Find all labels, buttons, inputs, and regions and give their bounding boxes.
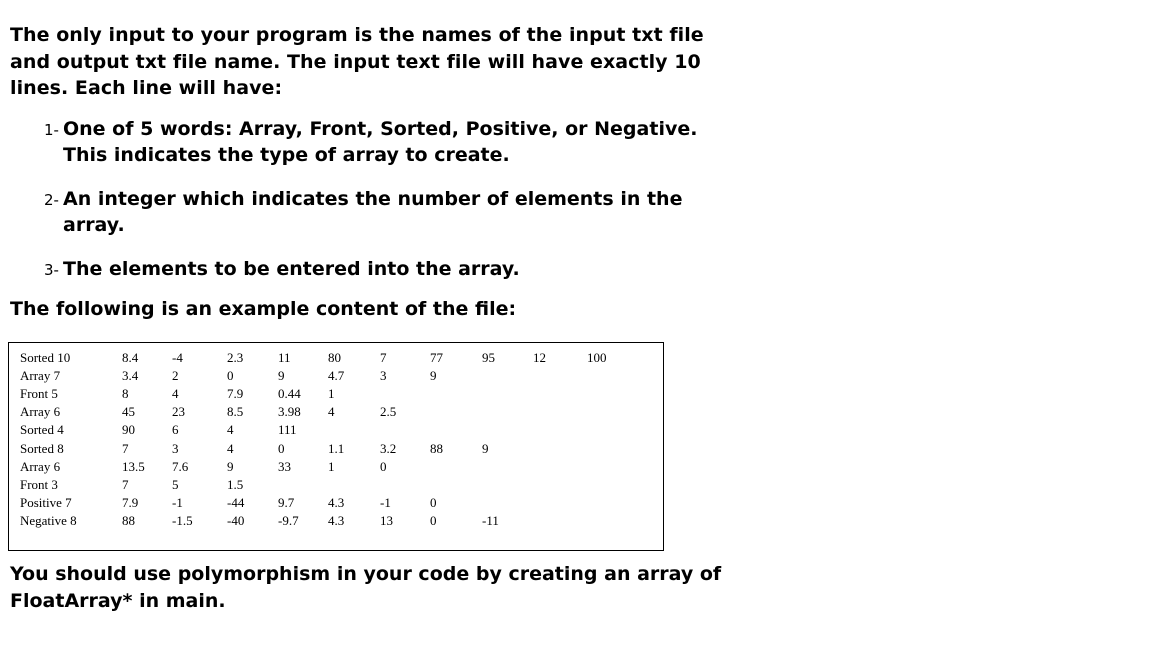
value-cell: -40 xyxy=(227,512,245,528)
list-item-number: 1- xyxy=(44,120,59,139)
row-label-cell: Front 3 xyxy=(20,476,58,492)
list-item xyxy=(10,256,730,283)
list-item xyxy=(10,186,730,239)
value-cell: 11 xyxy=(278,350,291,365)
value-cell: 3 xyxy=(380,368,387,384)
value-cell: 7 xyxy=(380,350,387,365)
value-cell: 95 xyxy=(482,350,495,365)
value-cell: 1 xyxy=(328,458,335,474)
value-cell: 9 xyxy=(482,440,489,456)
table-row xyxy=(20,421,660,439)
value-cell: -11 xyxy=(482,512,499,528)
value-cell: 2.3 xyxy=(227,350,244,365)
table-row xyxy=(20,403,660,421)
value-cell: 3.2 xyxy=(380,440,397,456)
value-cell: -1.5 xyxy=(172,512,193,528)
value-cell: 90 xyxy=(122,422,135,438)
value-cell: 111 xyxy=(278,422,297,438)
value-cell: 4.3 xyxy=(328,494,345,510)
value-cell: 0 xyxy=(380,458,387,474)
table-row xyxy=(20,349,660,367)
list-item-text: An integer which indicates the number of elements in the array. xyxy=(63,187,683,236)
value-cell: 80 xyxy=(328,350,341,365)
value-cell: 5 xyxy=(172,476,179,492)
value-cell: 9 xyxy=(430,368,437,384)
list-item xyxy=(10,116,730,169)
value-cell: 2 xyxy=(172,368,179,384)
value-cell: 4 xyxy=(227,440,234,456)
value-cell: -1 xyxy=(172,494,183,510)
intro-paragraph: The only input to your program is the names of the input txt file and output txt file name. The input text file will have exactly 10 lines. Each line will have: xyxy=(10,24,704,99)
table-row xyxy=(20,494,660,512)
value-cell: 9 xyxy=(227,458,234,474)
table-row xyxy=(20,476,660,494)
list-item-number: 3- xyxy=(44,260,59,279)
value-cell: 77 xyxy=(430,350,443,365)
table-row xyxy=(20,367,660,385)
value-cell: 1.1 xyxy=(328,440,345,456)
row-label-cell: Positive 7 xyxy=(20,494,72,510)
value-cell: 9.7 xyxy=(278,494,295,510)
value-cell: 0 xyxy=(430,494,437,510)
document xyxy=(10,22,730,323)
value-cell: 88 xyxy=(122,512,135,528)
value-cell: 4 xyxy=(227,422,234,438)
example-heading: The following is an example content of the file: xyxy=(10,298,517,320)
value-cell: 2.5 xyxy=(380,404,397,420)
value-cell: 7.9 xyxy=(227,386,244,402)
value-cell: 8.5 xyxy=(227,404,244,420)
value-cell: 8.4 xyxy=(122,350,139,365)
value-cell: 0 xyxy=(430,512,437,528)
value-cell: -44 xyxy=(227,494,245,510)
row-label-cell: Sorted 4 xyxy=(20,422,64,438)
value-cell: 4 xyxy=(172,386,179,402)
table-row xyxy=(20,385,660,403)
list-item-text: The elements to be entered into the array. xyxy=(63,257,520,280)
value-cell: 7.9 xyxy=(122,494,139,510)
value-cell: 12 xyxy=(533,350,546,365)
example-file-table xyxy=(8,342,664,551)
list-item-number: 2- xyxy=(44,190,59,209)
value-cell: 4.3 xyxy=(328,512,345,528)
line-format-list xyxy=(10,116,730,283)
value-cell: 1.5 xyxy=(227,476,244,492)
value-cell: 3.98 xyxy=(278,404,301,420)
value-cell: 8 xyxy=(122,386,129,402)
value-cell: 4.7 xyxy=(328,368,345,384)
value-cell: -4 xyxy=(172,350,183,365)
table-row xyxy=(20,512,660,530)
value-cell: 33 xyxy=(278,458,291,474)
table-row xyxy=(20,458,660,476)
row-label-cell: Front 5 xyxy=(20,386,58,402)
value-cell: 6 xyxy=(172,422,179,438)
value-cell: 100 xyxy=(587,350,607,365)
value-cell: -1 xyxy=(380,494,391,510)
value-cell: 7 xyxy=(122,440,129,456)
value-cell: 7 xyxy=(122,476,129,492)
value-cell: 9 xyxy=(278,368,285,384)
value-cell: 13 xyxy=(380,512,393,528)
list-item-text: One of 5 words: Array, Front, Sorted, Positive, or Negative. This indicates the type of array to create. xyxy=(63,117,698,166)
value-cell: 0 xyxy=(227,368,234,384)
value-cell: 23 xyxy=(172,404,185,420)
value-cell: 3.4 xyxy=(122,368,139,384)
row-label-cell: Array 6 xyxy=(20,458,61,474)
value-cell: -9.7 xyxy=(278,512,299,528)
value-cell: 0.44 xyxy=(278,386,301,402)
value-cell: 13.5 xyxy=(122,458,145,474)
value-cell: 0 xyxy=(278,440,285,456)
row-label-cell: Negative 8 xyxy=(20,512,77,528)
value-cell: 3 xyxy=(172,440,179,456)
value-cell: 4 xyxy=(328,404,335,420)
value-cell: 88 xyxy=(430,440,443,456)
table-row xyxy=(20,440,660,458)
value-cell: 45 xyxy=(122,404,135,420)
row-label-cell: Array 7 xyxy=(20,368,61,384)
closing-paragraph: You should use polymorphism in your code by creating an array of FloatArray* in main. xyxy=(10,563,722,612)
row-label-cell: Array 6 xyxy=(20,404,61,420)
row-label-cell: Sorted 8 xyxy=(20,440,64,456)
value-cell: 1 xyxy=(328,386,335,402)
row-label-cell: Sorted 10 xyxy=(20,350,71,365)
value-cell: 7.6 xyxy=(172,458,189,474)
